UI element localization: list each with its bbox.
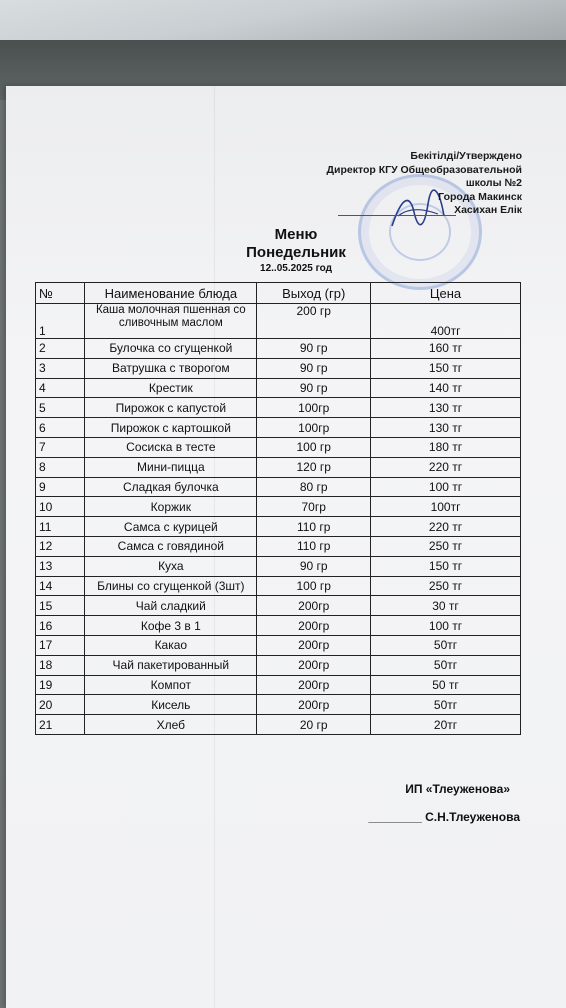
table-row <box>36 695 521 715</box>
cell-dish-name: Самса с курицей <box>85 517 257 537</box>
cell-price: 50тг <box>371 695 521 715</box>
cell-number: 9 <box>36 477 85 497</box>
cell-number: 10 <box>36 497 85 517</box>
cell-price: 130 тг <box>371 398 521 418</box>
table-row <box>36 596 521 616</box>
cell-number: 6 <box>36 418 85 438</box>
cell-price: 400тг <box>371 304 521 339</box>
cell-number: 14 <box>36 576 85 596</box>
cell-dish-name: Самса с говядиной <box>85 536 257 556</box>
menu-document <box>6 86 566 1008</box>
cell-price: 150 тг <box>371 358 521 378</box>
menu-date: 12..05.2025 год <box>260 263 332 274</box>
table-row <box>36 576 521 596</box>
cell-number: 13 <box>36 556 85 576</box>
cell-dish-name: Чай сладкий <box>85 596 257 616</box>
table-row <box>36 536 521 556</box>
menu-title: Меню <box>274 226 318 243</box>
cell-portion: 90 гр <box>257 358 371 378</box>
table-row <box>36 675 521 695</box>
cell-dish-name: Ватрушка с творогом <box>85 358 257 378</box>
cell-portion: 100 гр <box>257 437 371 457</box>
cell-number: 21 <box>36 715 85 735</box>
menu-table <box>35 282 521 735</box>
approval-block <box>292 150 522 218</box>
cell-number: 12 <box>36 536 85 556</box>
cell-price: 150 тг <box>371 556 521 576</box>
table-row <box>36 635 521 655</box>
cell-dish-name: Каша молочная пшенная со сливочным маслом <box>85 304 257 339</box>
cell-portion: 90 гр <box>257 339 371 359</box>
table-row <box>36 358 521 378</box>
cell-price: 20тг <box>371 715 521 735</box>
table-row <box>36 437 521 457</box>
cell-dish-name: Хлеб <box>85 715 257 735</box>
cell-number: 15 <box>36 596 85 616</box>
cell-dish-name: Мини-пицца <box>85 457 257 477</box>
cell-portion: 110 гр <box>257 517 371 537</box>
header-price: Цена <box>371 283 521 304</box>
table-body <box>36 304 521 735</box>
cell-number: 11 <box>36 517 85 537</box>
cell-portion: 90 гр <box>257 556 371 576</box>
cell-portion: 200 гр <box>257 304 371 339</box>
cell-price: 30 тг <box>371 596 521 616</box>
cell-dish-name: Компот <box>85 675 257 695</box>
cell-dish-name: Блины со сгущенкой (3шт) <box>85 576 257 596</box>
menu-day: Понедельник <box>246 244 346 261</box>
cell-number: 17 <box>36 635 85 655</box>
approval-line: Хасихан Елік <box>454 204 522 216</box>
cell-price: 180 тг <box>371 437 521 457</box>
table-row <box>36 378 521 398</box>
table-row <box>36 398 521 418</box>
cell-price: 100 тг <box>371 616 521 636</box>
cell-portion: 200гр <box>257 635 371 655</box>
cell-number: 7 <box>36 437 85 457</box>
cell-dish-name: Сосиска в тесте <box>85 437 257 457</box>
cell-price: 50тг <box>371 655 521 675</box>
cell-portion: 200гр <box>257 616 371 636</box>
cell-dish-name: Сладкая булочка <box>85 477 257 497</box>
cell-number: 16 <box>36 616 85 636</box>
cell-price: 130 тг <box>371 418 521 438</box>
cell-portion: 120 гр <box>257 457 371 477</box>
approval-line: Директор КГУ Общеобразовательной <box>326 163 522 176</box>
menu-title-block <box>236 226 356 275</box>
header-dish-name: Наименование блюда <box>85 283 257 304</box>
cell-dish-name: Пирожок с капустой <box>85 398 257 418</box>
cell-portion: 90 гр <box>257 378 371 398</box>
cell-portion: 100гр <box>257 398 371 418</box>
table-row <box>36 556 521 576</box>
cell-price: 250 тг <box>371 576 521 596</box>
cell-price: 100 тг <box>371 477 521 497</box>
cell-dish-name: Какао <box>85 635 257 655</box>
cell-portion: 200гр <box>257 655 371 675</box>
cell-number: 20 <box>36 695 85 715</box>
cell-price: 50 тг <box>371 675 521 695</box>
table-row <box>36 655 521 675</box>
table-row <box>36 477 521 497</box>
cell-number: 4 <box>36 378 85 398</box>
table-row <box>36 339 521 359</box>
cell-portion: 100гр <box>257 418 371 438</box>
cell-dish-name: Куха <box>85 556 257 576</box>
cell-price: 50тг <box>371 635 521 655</box>
cell-dish-name: Чай пакетированный <box>85 655 257 675</box>
cell-dish-name: Кофе 3 в 1 <box>85 616 257 636</box>
cell-dish-name: Кисель <box>85 695 257 715</box>
cell-dish-name: Пирожок с картошкой <box>85 418 257 438</box>
table-row <box>36 457 521 477</box>
cell-portion: 20 гр <box>257 715 371 735</box>
header-number: № <box>36 283 85 304</box>
table-header-row <box>36 283 521 304</box>
table-row <box>36 715 521 735</box>
table-row <box>36 418 521 438</box>
approval-line: Города Макинск <box>438 190 522 203</box>
cell-number: 1 <box>36 304 85 339</box>
cell-portion: 70гр <box>257 497 371 517</box>
cell-portion: 110 гр <box>257 536 371 556</box>
cell-number: 3 <box>36 358 85 378</box>
cell-portion: 200гр <box>257 695 371 715</box>
cell-portion: 100 гр <box>257 576 371 596</box>
cell-price: 220 тг <box>371 517 521 537</box>
table-row <box>36 304 521 339</box>
cell-number: 19 <box>36 675 85 695</box>
owner-name: ИП «Тлеуженова» <box>405 782 510 796</box>
cell-portion: 80 гр <box>257 477 371 497</box>
owner-signature: ________ С.Н.Тлеуженова <box>368 810 520 824</box>
cell-dish-name: Коржик <box>85 497 257 517</box>
cell-price: 140 тг <box>371 378 521 398</box>
table-row <box>36 616 521 636</box>
cell-number: 8 <box>36 457 85 477</box>
cell-price: 100тг <box>371 497 521 517</box>
cell-number: 5 <box>36 398 85 418</box>
table-row <box>36 517 521 537</box>
cell-dish-name: Булочка со сгущенкой <box>85 339 257 359</box>
cell-price: 250 тг <box>371 536 521 556</box>
cell-number: 18 <box>36 655 85 675</box>
cell-price: 220 тг <box>371 457 521 477</box>
header-portion: Выход (гр) <box>257 283 371 304</box>
cell-number: 2 <box>36 339 85 359</box>
cell-dish-name: Крестик <box>85 378 257 398</box>
approval-line: школы №2 <box>465 177 522 189</box>
table-row <box>36 497 521 517</box>
approval-line: Бекітілді/Утверждено <box>410 150 522 162</box>
cell-portion: 200гр <box>257 596 371 616</box>
cell-price: 160 тг <box>371 339 521 359</box>
cell-portion: 200гр <box>257 675 371 695</box>
